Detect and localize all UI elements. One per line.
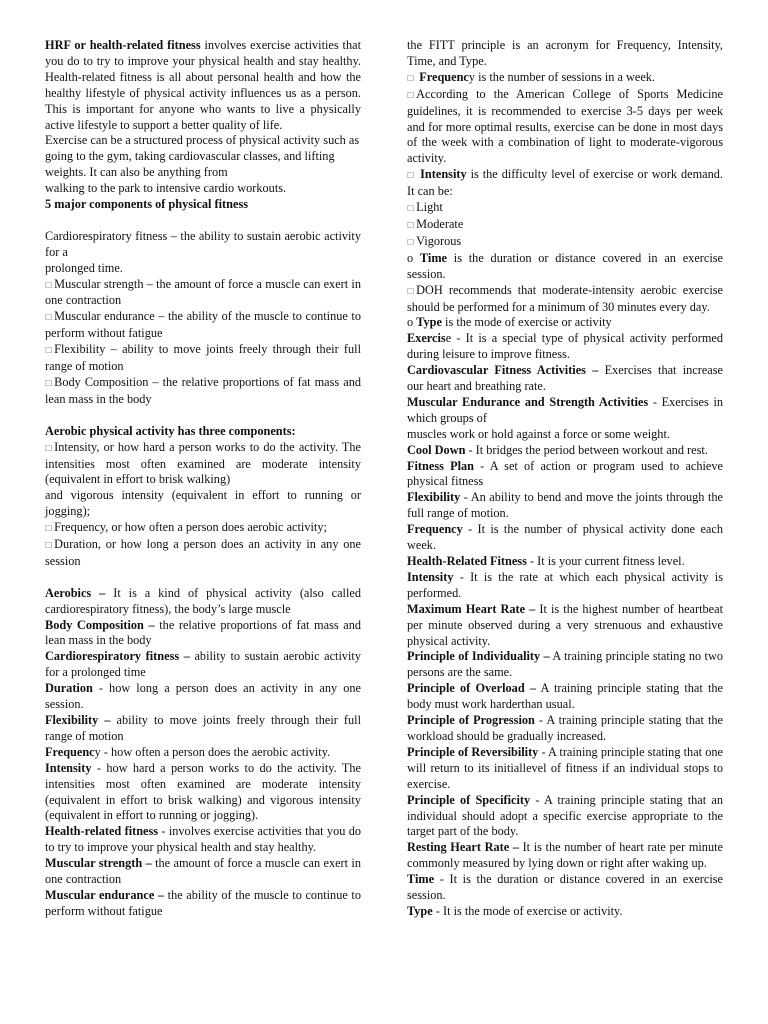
recommendation-text: DOH recommends that moderate-intensity aerobic exercise should be performed for a minimum of 30 minutes every day.	[407, 282, 723, 314]
fitt-intro: the FITT principle is an acronym for Frequency, Intensity, Time, and Type.	[407, 38, 723, 68]
definition-term: Intensity	[407, 569, 454, 584]
checkbox-bullet-icon: ☐	[407, 237, 415, 247]
checkbox-bullet-icon: ☐	[407, 73, 415, 83]
definition-entry	[407, 745, 723, 793]
definition-text: It is a kind of physical activity (also called cardiorespiratory fitness), the body’s large muscle	[45, 585, 361, 616]
definition-text: - Exercises in which groups of	[407, 394, 724, 425]
definition-text: y is the number of sessions in a week.	[468, 69, 656, 84]
definition-term: Resting Heart Rate –	[407, 840, 519, 855]
definition-term: Muscular endurance –	[45, 887, 165, 902]
definition-term: Fitness Plan	[407, 458, 474, 473]
components-heading	[45, 197, 361, 213]
definition-text: is the difficulty level of exercise or work demand. It can be:	[407, 167, 723, 199]
checkbox-bullet-icon: ☐	[45, 346, 53, 356]
definition-entry	[45, 681, 361, 713]
aerobic-text: Intensity, or how hard a person works to do the activity. The intensities most often examined are moderate intensity (equivalent in effort to brisk walking)	[45, 439, 361, 487]
aerobic-intensity-cont: and vigorous intensity (equivalent in effort to running or jogging);	[45, 488, 361, 519]
definition-text: ability to sustain aerobic activity for a prolonged time	[45, 649, 361, 680]
aerobic-heading-text: Aerobic physical activity has three components:	[45, 423, 296, 438]
left-column	[45, 38, 361, 920]
component-muscular-strength	[45, 277, 361, 310]
fitt-time	[407, 251, 723, 283]
definition-entry	[45, 745, 361, 761]
definition-text: It is the number of heart rate per minute commonly measured by lying down or right after waking up.	[407, 840, 723, 871]
fitt-intensity	[407, 167, 723, 200]
definition-term: Principle of Specificity	[407, 792, 531, 807]
definition-text: y - how often a person does the aerobic activity.	[94, 744, 331, 759]
definition-term: Muscular strength –	[45, 856, 152, 871]
right-column	[407, 38, 723, 920]
term: Intensity	[420, 167, 467, 182]
component-cardiorespiratory: Cardiorespiratory fitness – the ability to sustain aerobic activity for a	[45, 228, 361, 259]
checkbox-bullet-icon: ☐	[45, 313, 53, 323]
definition-entry	[45, 713, 361, 745]
guideline-text: According to the American College of Sports Medicine guidelines, it is recommended to exercise 3-5 days per week and for more optimal results, exercise can be done in most days of the week with a combination of light to moderate-vigorous activity.	[407, 86, 723, 166]
definition-term: Frequenc	[45, 744, 95, 759]
definition-entry	[407, 649, 723, 681]
definition-text: - how hard a person works to do the activity. The intensities most often examined are moderate intensity (equivalent in effort to brisk walking) and vigorous intensity (equivalent in effort to running or jogging).	[45, 760, 361, 823]
definition-text: - It is your current fitness level.	[526, 554, 685, 568]
intensity-level-moderate	[407, 217, 723, 234]
definition-term: Body Composition –	[45, 617, 155, 632]
definition-text: - It is the number of physical activity done each week.	[407, 522, 723, 553]
component-flexibility	[45, 342, 361, 375]
aerobic-intensity	[45, 440, 361, 489]
definition-entry	[407, 490, 723, 522]
definition-text: - how long a person does an activity in any one session.	[45, 681, 361, 712]
definition-text: - It is the mode of exercise or activity.	[432, 903, 623, 918]
definition-text: muscles work or hold against a force or some weight.	[407, 426, 670, 441]
definition-text: It is the highest number of heartbeat per minute observed during a very strenuous and exhaustive physical activity.	[407, 601, 724, 648]
definition-entry	[407, 681, 723, 713]
checkbox-bullet-icon: ☐	[45, 443, 53, 453]
definition-text: A training principle stating that the body must work harderthan usual.	[407, 681, 723, 712]
definition-text: - An ability to bend and move the joints through the full range of motion.	[407, 490, 723, 521]
term: Time	[419, 250, 448, 265]
definition-entry	[407, 522, 723, 554]
definition-term: Time	[407, 872, 435, 887]
definition-term: Principle of Overload –	[407, 681, 537, 696]
definition-entry	[407, 872, 723, 904]
definition-term: Muscular Endurance and Strength Activities	[407, 394, 649, 409]
component-cardiorespiratory-cont: prolonged time.	[45, 260, 123, 275]
definition-text: - A set of action or program used to achieve physical fitness	[407, 458, 723, 489]
definition-entry	[45, 586, 361, 618]
definition-term: Cardiovascular Fitness Activities –	[407, 363, 599, 378]
definition-term: Aerobics –	[45, 585, 106, 600]
intro-text: involves exercise activities that you do to try to improve your physical health and stay healthy. Health-related fitness is all about personal health and how the healthy lifestyle of physical activity influences us as a person. This is important for anyone who wants to live a physically active lifestyle to support a better quality of life.	[45, 38, 361, 132]
definition-text: the relative proportions of fat mass and lean mass in the body	[45, 617, 361, 648]
intro-term: HRF or health-related fitness	[45, 38, 201, 52]
definition-entry	[407, 793, 723, 841]
definition-term: Type	[407, 903, 433, 918]
aerobic-text: Duration, or how long a person does an activity in any one session	[45, 537, 361, 568]
definition-term: Flexibility	[407, 490, 461, 505]
component-text: Body Composition – the relative proportions of fat mass and lean mass in the body	[45, 375, 361, 406]
aerobic-duration	[45, 537, 361, 570]
aerobic-heading	[45, 424, 361, 440]
definition-text: e - It is a special type of physical activity performed during leisure to improve fitness.	[407, 331, 723, 362]
definition-entry	[45, 856, 361, 888]
definition-entry	[45, 761, 361, 825]
components-heading-text: 5 major components of physical fitness	[45, 197, 249, 212]
definition-entry	[407, 713, 723, 745]
level-text: Vigorous	[416, 233, 462, 248]
definition-entry	[45, 649, 361, 681]
checkbox-bullet-icon: ☐	[45, 379, 53, 389]
definition-term: Maximum Heart Rate –	[407, 601, 536, 616]
definition-text: the ability of the muscle to continue to perform without fatigue	[45, 887, 361, 918]
checkbox-bullet-icon: ☐	[407, 220, 415, 230]
intensity-level-vigorous	[407, 234, 723, 251]
exercise-paragraph: Exercise can be a structured process of physical activity such as going to the gym, taking cardiovascular classes, and lifting weights. It can also be anything from	[45, 133, 360, 180]
definition-term: Health-related fitness	[45, 824, 159, 839]
checkbox-bullet-icon: ☐	[45, 280, 53, 290]
component-body-composition	[45, 375, 361, 408]
definition-entry	[45, 824, 361, 856]
definition-text: is the duration or distance covered in an exercise session.	[407, 250, 723, 281]
component-muscular-endurance	[45, 309, 361, 342]
definition-text: - It is the duration or distance covered in an exercise session.	[407, 872, 723, 903]
definition-term: Duration	[45, 681, 93, 696]
checkbox-bullet-icon: ☐	[407, 286, 415, 296]
definition-entry	[407, 904, 723, 920]
checkbox-bullet-icon: ☐	[45, 541, 53, 551]
definition-entry	[407, 331, 723, 363]
aerobic-text: Frequency, or how often a person does aerobic activity;	[54, 520, 327, 535]
doh-recommendation	[407, 283, 723, 316]
definition-text: is the mode of exercise or activity	[441, 315, 612, 330]
term: Frequenc	[419, 69, 469, 84]
definition-entry	[45, 888, 361, 920]
aerobic-frequency	[45, 520, 361, 537]
component-text: Muscular endurance – the ability of the muscle to continue to perform without fatigue	[45, 309, 361, 341]
definition-entry	[407, 443, 723, 459]
acsm-guideline	[407, 87, 723, 168]
fitt-type	[407, 315, 723, 331]
definition-entry	[407, 459, 723, 491]
definition-entry	[407, 427, 723, 443]
checkbox-bullet-icon: ☐	[407, 204, 415, 214]
definition-term: Flexibility –	[45, 713, 111, 728]
definition-entry	[407, 554, 723, 570]
definition-term: Cardiorespiratory fitness –	[45, 649, 190, 664]
term: Type	[416, 315, 442, 330]
definition-term: Exercis	[407, 331, 446, 346]
intensity-level-light	[407, 200, 723, 217]
definition-text: ability to move joints freely through their full range of motion	[45, 713, 361, 743]
bullet-prefix: o	[407, 315, 417, 330]
fitt-frequency	[407, 70, 723, 87]
definition-text: - A training principle stating that an individual should adopt a specific exercise appropriate to the target part of the body.	[407, 792, 723, 839]
definition-entry	[407, 395, 723, 427]
definition-text: the amount of force a muscle can exert in one contraction	[45, 856, 361, 887]
definition-entry	[407, 602, 723, 650]
definition-text: - It bridges the period between workout and rest.	[465, 442, 708, 457]
definition-text: A training principle stating no two persons are the same.	[407, 649, 723, 680]
component-text: Muscular strength – the amount of force a muscle can exert in one contraction	[45, 276, 361, 308]
left-definitions	[45, 586, 361, 920]
definition-entry	[407, 363, 723, 395]
right-definitions	[407, 331, 723, 920]
definition-term: Principle of Reversibility	[407, 744, 539, 759]
level-text: Light	[416, 200, 443, 215]
definition-text: - A training principle stating that the workload should be gradually increased.	[407, 713, 723, 743]
definition-text: - involves exercise activities that you do to try to improve your physical health and stay healthy.	[45, 824, 361, 855]
checkbox-bullet-icon: ☐	[407, 171, 415, 181]
definition-term: Cool Down	[407, 442, 466, 457]
definition-entry	[407, 840, 723, 872]
definition-text: Exercises that increase our heart and breathing rate.	[407, 363, 724, 394]
checkbox-bullet-icon: ☐	[407, 90, 415, 100]
definition-term: Health-Related Fitness	[407, 554, 527, 568]
exercise-paragraph-end: walking to the park to intensive cardio workouts.	[45, 181, 287, 196]
definition-text: - A training principle stating that one will return to its initiallevel of fitness if an individual stops to exercise.	[407, 744, 723, 791]
definition-term: Frequency	[407, 522, 463, 537]
intro-paragraph	[45, 38, 361, 133]
bullet-prefix: o	[407, 250, 420, 265]
level-text: Moderate	[416, 216, 464, 231]
definition-text: - It is the rate at which each physical activity is performed.	[407, 569, 723, 600]
definition-term: Principle of Individuality –	[407, 649, 550, 664]
definition-entry	[407, 570, 723, 602]
definition-term: Principle of Progression	[407, 713, 535, 728]
definition-term: Intensity	[45, 760, 92, 775]
definition-entry	[45, 618, 361, 650]
checkbox-bullet-icon: ☐	[45, 524, 53, 534]
component-text: Flexibility – ability to move joints freely through their full range of motion	[45, 342, 361, 374]
